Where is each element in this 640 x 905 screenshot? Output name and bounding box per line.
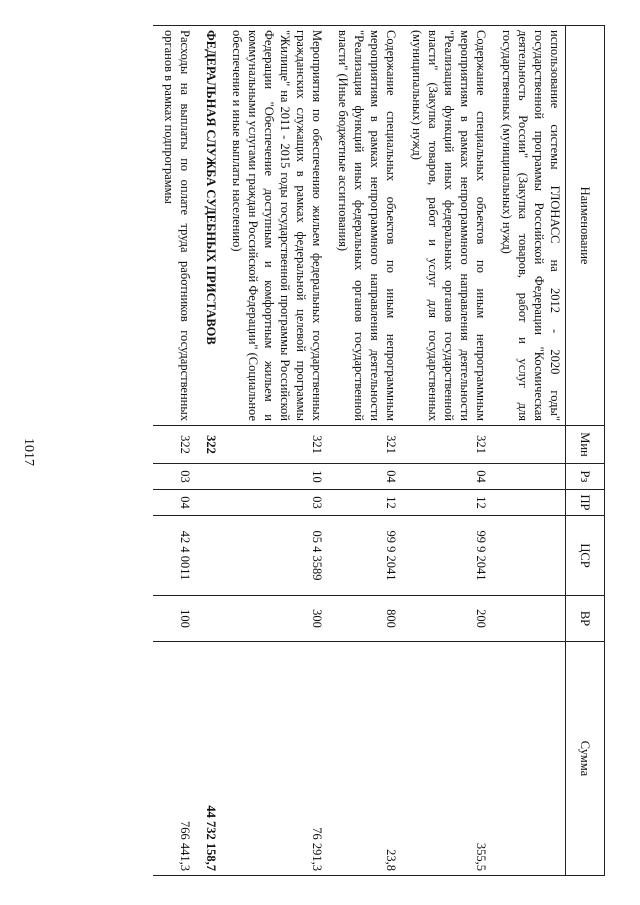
header-name: Наименование xyxy=(566,26,605,426)
cell-name: Содержание специальных объектов по иным непрограммным мероприятиям в рамках непрограммного направления деятельности "Реализация функций иных федеральных органов государственной власти" (Закупка товаров, работ и услуг для государственных (муниципальных) нужд) xyxy=(401,26,491,426)
cell-csr xyxy=(195,516,221,596)
header-pr: ПР xyxy=(566,490,605,516)
cell-vr: 800 xyxy=(327,596,401,642)
table-row xyxy=(153,26,195,876)
cell-name: Расходы на выплаты по оплате труда работников государственных органов в рамках подпрограммы xyxy=(153,26,195,426)
cell-pr: 04 xyxy=(153,490,195,516)
cell-csr: 99 9 2041 xyxy=(401,516,491,596)
cell-sum: 23,8 xyxy=(327,642,401,876)
cell-sum: 44 732 158,7 xyxy=(195,642,221,876)
table-row xyxy=(327,26,401,876)
cell-pr: 03 xyxy=(221,490,327,516)
page-number: 1017 xyxy=(21,438,36,466)
header-csr: ЦСР xyxy=(566,516,605,596)
cell-pr xyxy=(491,490,566,516)
cell-name: ФЕДЕРАЛЬНАЯ СЛУЖБА СУДЕБНЫХ ПРИСТАВОВ xyxy=(195,26,221,426)
cell-name: использование системы ГЛОНАСС на 2012 - 2020 годы" государственной программы Российской Федерации "Космическая деятельность России" (Закупка товаров, работ и услуг для государственных (муниципальных) нужд) xyxy=(491,26,566,426)
cell-min xyxy=(491,426,566,464)
cell-vr: 100 xyxy=(153,596,195,642)
table-row xyxy=(401,26,491,876)
cell-sum: 76 291,3 xyxy=(221,642,327,876)
table-header xyxy=(566,26,605,876)
cell-min: 322 xyxy=(195,426,221,464)
cell-pr: 12 xyxy=(401,490,491,516)
cell-rz: 04 xyxy=(401,464,491,490)
table-row xyxy=(491,26,566,876)
cell-vr: 200 xyxy=(401,596,491,642)
cell-csr: 05 4 3589 xyxy=(221,516,327,596)
cell-csr: 42 4 0011 xyxy=(153,516,195,596)
cell-rz xyxy=(195,464,221,490)
cell-min: 322 xyxy=(153,426,195,464)
cell-sum: 766 441,3 xyxy=(153,642,195,876)
cell-rz: 10 xyxy=(221,464,327,490)
header-sum: Сумма xyxy=(566,642,605,876)
table-row-section xyxy=(195,26,221,876)
cell-rz: 03 xyxy=(153,464,195,490)
cell-vr: 300 xyxy=(221,596,327,642)
header-rz: Рз xyxy=(566,464,605,490)
cell-rz xyxy=(491,464,566,490)
table-row xyxy=(221,26,327,876)
cell-min: 321 xyxy=(401,426,491,464)
cell-min: 321 xyxy=(327,426,401,464)
header-min: Мин xyxy=(566,426,605,464)
cell-csr: 99 9 2041 xyxy=(327,516,401,596)
cell-csr xyxy=(491,516,566,596)
cell-sum: 355,5 xyxy=(401,642,491,876)
cell-rz: 04 xyxy=(327,464,401,490)
cell-vr xyxy=(195,596,221,642)
cell-vr xyxy=(491,596,566,642)
cell-name: Содержание специальных объектов по иным непрограммным мероприятиям в рамках непрограммного направления деятельности "Реализация функций иных федеральных органов государственной власти" (Иные бюджетные ассигнования) xyxy=(327,26,401,426)
cell-min: 321 xyxy=(221,426,327,464)
table-body xyxy=(153,26,566,876)
header-vr: ВР xyxy=(566,596,605,642)
cell-pr xyxy=(195,490,221,516)
cell-name: Мероприятия по обеспечению жильем федеральных государственных гражданских служащих в рамках федеральной целевой программы "Жилище" на 2011 - 2015 годы государственной программы Российской Федерации "Обеспечение доступным и комфортным жильем и коммунальными услугами граждан Российской Федерации" (Социальное обеспечение и иные выплаты населению) xyxy=(221,26,327,426)
budget-table xyxy=(153,25,605,876)
cell-sum xyxy=(491,642,566,876)
rotated-page xyxy=(60,25,605,875)
cell-pr: 12 xyxy=(327,490,401,516)
